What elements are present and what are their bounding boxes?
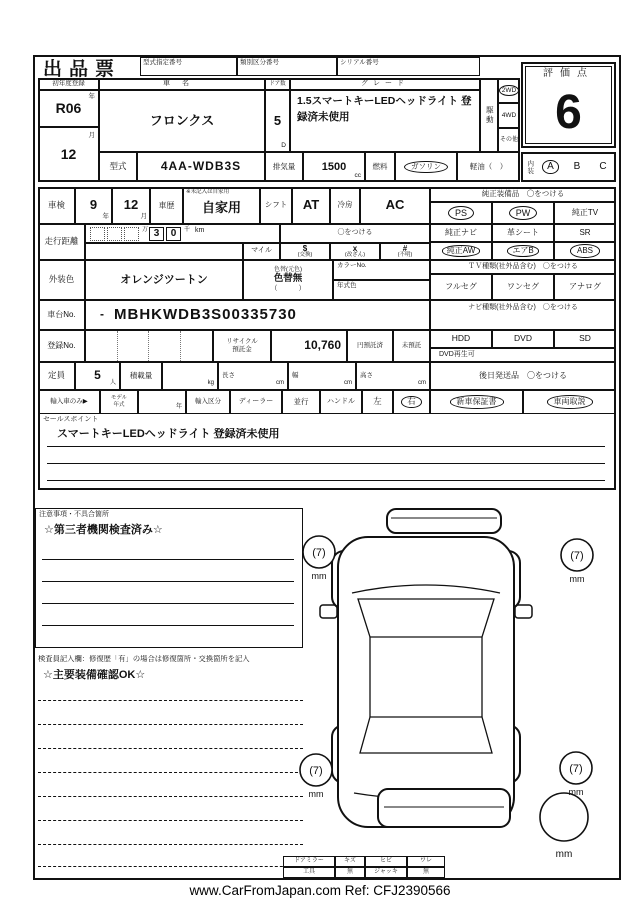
equipment-abs: [554, 242, 616, 260]
load-unit: kg: [207, 380, 214, 387]
year-color-cell: 年式色: [333, 280, 430, 300]
length-cell: [218, 362, 288, 390]
first-registration-year-cell: [38, 90, 99, 127]
inspection-label: 車検: [38, 187, 75, 224]
tread-value: (7): [569, 763, 583, 775]
drive-option-2wd: [498, 78, 520, 103]
ruled-line: [38, 724, 303, 725]
classification-number-box: 類別区分番号: [237, 57, 337, 76]
registration-no-label: 登録No.: [38, 330, 85, 362]
page-title: 出品票: [43, 59, 122, 80]
capacity-value: 5: [94, 368, 101, 383]
car-body: [338, 537, 514, 827]
genuine-equipment-header: 純正装備品 〇をつける: [430, 187, 616, 202]
first-registration-month: 12: [60, 146, 77, 163]
model-designation-number-box: 型式指定番号: [140, 57, 237, 76]
import-only-label: 輸入車のみ▶: [38, 390, 100, 414]
jack-label: ジャッキ: [365, 867, 407, 878]
chassis-no-label: 車台No.: [38, 300, 85, 330]
car-name-value: フロンクス: [99, 90, 265, 152]
recolor-paren: （ ）: [270, 284, 306, 292]
mileage-empty-cell: [85, 243, 243, 260]
ruled-line: [38, 772, 303, 773]
displacement-label: 排気量: [265, 152, 303, 182]
score-label: 評価点: [543, 68, 594, 79]
first-registration-year: R06: [55, 100, 82, 117]
import-parallel-option: 並行: [282, 390, 320, 414]
recycle-label: [213, 330, 271, 362]
equipment-airbag-circled: エアB: [508, 246, 537, 255]
shift-label: シフト: [260, 187, 292, 224]
year-unit: 年: [88, 93, 95, 100]
serial-number-box: シリアル番号: [337, 57, 480, 76]
mileage-label: 走行距離: [38, 224, 85, 260]
length-label: 長さ: [222, 372, 235, 380]
plate-box: [181, 331, 213, 361]
inspection-year: 9: [89, 197, 98, 213]
rear-bumper: [378, 789, 510, 827]
owner-manual-circled: 車両取説: [548, 396, 592, 407]
inspection-month: 12: [123, 197, 139, 213]
handle-left-option: 左: [362, 390, 393, 414]
mileage-digit-1: 3: [149, 227, 164, 241]
capacity-cell: [75, 362, 120, 390]
mileage-note-tampered: (改ざん): [344, 251, 366, 258]
tv-oneseg: ワンセグ: [492, 274, 554, 300]
equipment-ps: [430, 202, 492, 224]
doors-value: 5: [273, 112, 282, 128]
door-mirror-label: ドアミラー: [283, 856, 335, 867]
jack-none-value: 無: [407, 867, 445, 878]
width-cell: [288, 362, 356, 390]
handle-label: ハンドル: [320, 390, 362, 414]
interior-grade-label: 内装: [526, 159, 534, 175]
import-dealer-option: ディーラー: [230, 390, 282, 414]
evaluation-score-box: [521, 62, 616, 148]
grade-label: グレード: [290, 78, 480, 90]
chassis-no-value: MBHKWDB3S00335730: [114, 306, 297, 324]
equipment-ps-circled: PS: [449, 207, 473, 219]
left-mirror: [320, 605, 337, 618]
mileage-empty-box: [124, 227, 139, 241]
registration-no-boxes: [85, 330, 213, 362]
mileage-option-exchange: [280, 243, 330, 260]
mileage-digit-2: 0: [166, 227, 181, 241]
inspector-section-label: 検査員記入欄：修復歴「有」の場合は修復箇所・交換箇所を記入: [38, 655, 250, 663]
exterior-color-label: 外装色: [38, 260, 85, 300]
ruled-line: [38, 796, 303, 797]
nav-type-header: ナビ種類(社外品含む) 〇をつける: [430, 300, 616, 330]
crack-label: ヒビ: [365, 856, 407, 867]
history-cell: [183, 187, 260, 224]
inspection-year-cell: [75, 187, 112, 224]
plate-box: [86, 331, 118, 361]
sales-point-label: セールスポイント: [43, 416, 99, 423]
mileage-note-exchange: (交換): [297, 251, 313, 258]
inspection-year-unit: 年: [102, 212, 109, 220]
tread-value: (7): [570, 550, 584, 562]
mileage-option-unknown: [380, 243, 430, 260]
inspection-month-cell: [112, 187, 150, 224]
drive-option-4wd: 4WD: [498, 103, 520, 128]
mileage-note-unknown: (不明): [397, 251, 413, 258]
height-label: 高さ: [360, 372, 373, 380]
notes-value: ☆第三者機関検査済み☆: [44, 524, 163, 536]
drive-label: 駆動: [480, 78, 498, 152]
mileage-digits-row: [85, 224, 280, 243]
equipment-navi: 純正ナビ: [430, 224, 492, 242]
model-year-label-line2: 年式: [113, 402, 125, 408]
handle-right-circled: 右: [402, 397, 421, 407]
mileage-unit: km: [195, 227, 205, 234]
model-year-cell: [138, 390, 186, 414]
score-value: 6: [555, 86, 582, 140]
ruled-line: [47, 480, 605, 481]
recycle-deposited-label: 円預託済: [347, 330, 393, 362]
car-diagram: [294, 505, 619, 880]
sales-point-value: スマートキーLEDヘッドライト 登録済未使用: [57, 428, 280, 440]
height-cell: [356, 362, 430, 390]
model-year-label: [100, 390, 138, 414]
later-shipping-header: 後日発送品 〇をつける: [430, 362, 616, 390]
inspector-value: ☆主要装備確認OK☆: [43, 669, 146, 681]
chassis-no-prefix: -: [100, 307, 104, 322]
tv-fullseg: フルセグ: [430, 274, 492, 300]
displacement-cell: [303, 152, 365, 182]
tread-value: (7): [309, 765, 323, 777]
model-code-value: 4AA-WDB3S: [137, 152, 265, 182]
recolor-value: 色替無: [273, 272, 303, 284]
cooling-value: AC: [360, 187, 430, 224]
height-unit: cm: [418, 380, 426, 387]
ruled-line: [42, 625, 294, 626]
plate-box: [149, 331, 181, 361]
length-unit: cm: [276, 380, 284, 387]
tools-none-value: 無: [335, 867, 365, 878]
owner-manual-cell: [523, 390, 616, 414]
spare-circle: [540, 793, 588, 841]
ruled-line: [47, 446, 605, 447]
color-no-cell: カラーNo.: [333, 260, 430, 280]
fuel-label: 燃料: [365, 152, 395, 182]
capacity-unit: 人: [109, 380, 116, 387]
model-year-label-line1: モデル: [110, 394, 128, 401]
exterior-color-value: オレンジツートン: [85, 260, 243, 300]
mileage-symbol-tampered: x: [352, 243, 358, 253]
mileage-sen-marker: 千: [184, 227, 191, 233]
ruled-line: [38, 700, 303, 701]
inspection-month-unit: 月: [140, 212, 147, 220]
equipment-leather: 革シート: [492, 224, 554, 242]
ruled-line: [38, 820, 303, 821]
warranty-book-cell: [430, 390, 523, 414]
tread-unit: mm: [308, 789, 324, 799]
notes-box: [35, 508, 303, 648]
nav-dvd: DVD: [492, 330, 554, 348]
recycle-not-deposited-label: 未預託: [393, 330, 430, 362]
load-label: 積載量: [120, 362, 162, 390]
drive-option-other: その他: [498, 128, 520, 152]
equipment-aw: [430, 242, 492, 260]
interior-a-circled: A: [543, 161, 558, 173]
load-cell: [162, 362, 218, 390]
equipment-tv: 純正TV: [554, 202, 616, 224]
interior-option-c: C: [599, 161, 607, 173]
mileage-empty-box: [90, 227, 105, 241]
mileage-man-marker: 万: [142, 227, 149, 233]
recolor-cell: [243, 260, 333, 300]
tread-unit: mm: [311, 571, 327, 581]
recycle-label-line2: 預託金: [232, 346, 252, 353]
model-code-label: 型式: [99, 152, 137, 182]
month-unit: 月: [88, 132, 95, 139]
import-category-label: 輸入区分: [186, 390, 230, 414]
tread-value: (7): [312, 547, 326, 559]
mileage-mile-label: マイル: [243, 243, 280, 260]
interior-option-b: B: [573, 161, 581, 173]
recolor-label: 色替(元色): [274, 267, 302, 274]
fuel-diesel-label: 軽油: [469, 161, 485, 171]
plate-box: [118, 331, 150, 361]
tv-type-header: ＴＶ種類(社外品含む) 〇をつける: [430, 260, 616, 274]
tools-label: 工具: [283, 867, 335, 878]
recycle-deposit-value: 10,760: [271, 330, 347, 362]
doors-unit: D: [281, 141, 286, 149]
auction-sheet: [33, 55, 621, 880]
tv-analog: アナログ: [554, 274, 616, 300]
ruled-line: [42, 581, 294, 582]
fuel-diesel-paren: （ ）: [484, 161, 508, 171]
recycle-label-line1: リサイクル: [226, 337, 258, 345]
mileage-symbol-unknown: #: [402, 243, 408, 253]
width-label: 幅: [292, 372, 299, 380]
watermark-footer: www.CarFromJapan.com Ref: CFJ2390566: [189, 883, 451, 898]
ruled-line: [42, 559, 294, 560]
break-label: ワレ: [407, 856, 445, 867]
displacement-value: 1500: [321, 160, 347, 173]
equipment-abs-circled: ABS: [571, 245, 599, 256]
tread-unit: mm: [569, 574, 585, 584]
equipment-pw-circled: PW: [510, 207, 537, 219]
fuel-option-diesel: [457, 152, 520, 182]
nav-sd: SD: [554, 330, 616, 348]
right-mirror: [515, 605, 532, 618]
spare-unit: mm: [555, 849, 573, 860]
warranty-book-circled: 新車保証書: [451, 396, 503, 407]
mileage-option-tampered: [330, 243, 380, 260]
ruled-line: [38, 866, 303, 867]
history-note: ※未記入は自家用: [186, 189, 230, 195]
tread-unit: mm: [568, 787, 584, 797]
history-value: 自家用: [201, 200, 241, 216]
ruled-line: [38, 844, 303, 845]
width-unit: cm: [344, 380, 352, 387]
displacement-unit: cc: [354, 171, 361, 179]
fuel-gasoline-circled: ガソリン: [405, 162, 447, 173]
history-label: 車歴: [150, 187, 183, 224]
doors-label: ドア数: [265, 78, 290, 90]
mileage-empty-box: [107, 227, 122, 241]
ruled-line: [38, 748, 303, 749]
capacity-label: 定員: [38, 362, 75, 390]
drive-2wd-circled: 2WD: [501, 86, 517, 94]
interior-option-a: [537, 152, 564, 182]
shift-value: AT: [292, 187, 330, 224]
cooling-label: 冷房: [330, 187, 360, 224]
scratch-label: キズ: [335, 856, 365, 867]
car-name-label: 車名: [99, 78, 265, 90]
equipment-pw: [492, 202, 554, 224]
dvd-playable-note: DVD再生可: [430, 348, 616, 362]
handle-right-option: [393, 390, 430, 414]
mileage-circle-note: 〇をつける: [280, 224, 430, 243]
ruled-line: [42, 603, 294, 604]
front-bumper: [387, 509, 501, 533]
equipment-sr: SR: [554, 224, 616, 242]
model-year-unit: 年: [175, 404, 182, 411]
mileage-symbol-exchange: $: [302, 243, 308, 253]
doors-cell: [265, 90, 290, 152]
fuel-option-gasoline: [395, 152, 457, 182]
ruled-line: [47, 463, 605, 464]
first-registration-label: 初年度登録: [38, 78, 99, 90]
notes-label: 注意事項・不具合箇所: [39, 511, 109, 518]
equipment-aw-circled: 純正AW: [443, 246, 480, 255]
first-registration-month-cell: [38, 127, 99, 182]
equipment-airbag: [492, 242, 554, 260]
grade-value: 1.5スマートキーLEDヘッドライト 登録済未使用: [290, 90, 480, 152]
chassis-no-cell: [85, 300, 430, 330]
nav-hdd: HDD: [430, 330, 492, 348]
